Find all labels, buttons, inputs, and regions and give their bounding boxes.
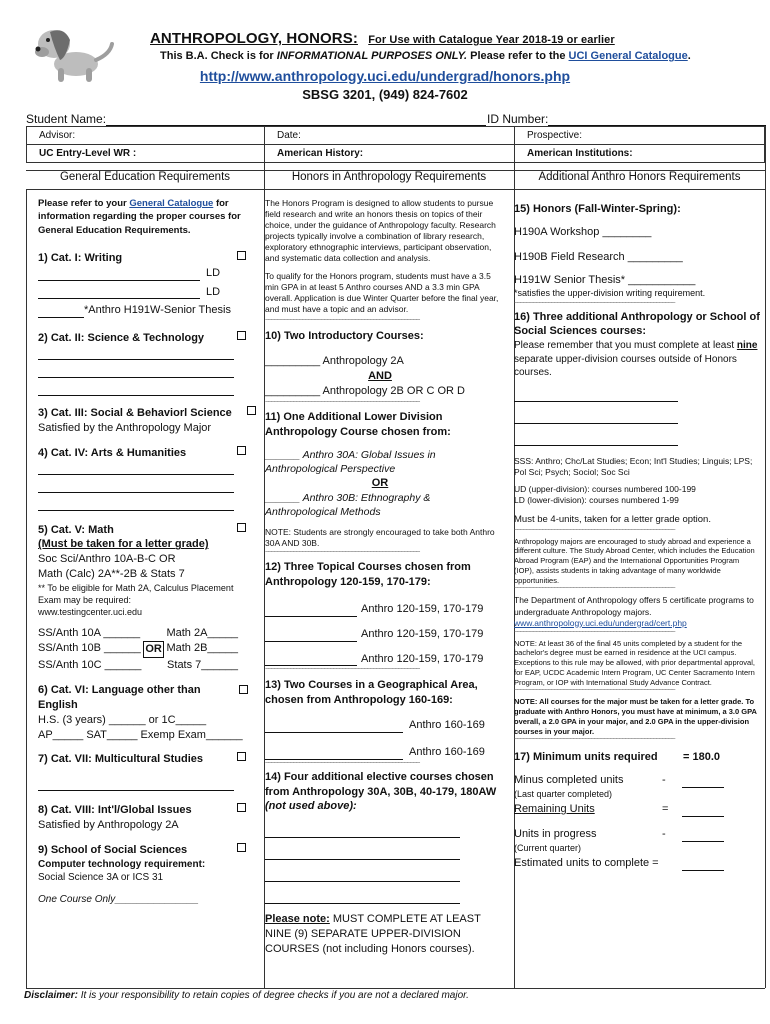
cat8-note: Satisfied by Anthropology 2A	[38, 819, 179, 832]
topical-label: Anthro 120-159, 170-179	[361, 602, 484, 615]
cat3-label: 3) Cat. III: Social & Behaviorl Science	[38, 407, 232, 420]
ld-label: LD	[206, 285, 221, 298]
h191w-note: *satisfies the upper-division writing requirement.	[514, 288, 706, 299]
residence-note: NOTE: At least 36 of the final 45 units completed by a student for the bachelor's degree must be earned in residence at the UCI campus. Exceptions to this rule may be allowed, with prior departmental approval, for EAP, UCDC Academic Intern Program, UC Center Sacramento Intern Program, or IOP with International Study Advance Contract.	[514, 638, 755, 687]
h191w-row	[38, 303, 248, 318]
last-quarter-label: (Last quarter completed)	[514, 789, 613, 800]
cat5-placement-note: ** To be eligible for Math 2A, Calculus Placement Exam may be required:	[38, 583, 234, 606]
divider	[26, 190, 27, 988]
id-number-label: ID Number:	[487, 112, 549, 126]
additional-line[interactable]	[514, 410, 678, 424]
lower-division-heading: 11) One Additional Lower Division Anthropology Course chosen from:	[265, 410, 451, 438]
col-header-ge: General Education Requirements	[59, 171, 231, 183]
american-institutions-cell[interactable]: American Institutions:	[515, 145, 765, 163]
both-courses-note: NOTE: Students are strongly encouraged to take both Anthro 30A AND 30B.	[265, 527, 495, 549]
cat1-checkbox[interactable]	[237, 251, 246, 260]
cat8-row	[38, 803, 248, 818]
ge-intro-b: for information regarding the proper courses for General Education Requirements.	[38, 198, 241, 236]
units-progress-row[interactable]	[514, 827, 760, 842]
honors-url-text[interactable]: http://www.anthropology.uci.edu/undergrad/honors.php	[199, 68, 571, 84]
cat9-checkbox[interactable]	[237, 843, 246, 852]
topical-line-1[interactable]	[265, 602, 501, 617]
additional-line[interactable]	[514, 432, 678, 446]
divider: ~~~~~~~~~~~~~~~~~~~~~~~~~~~~~~~~~~~~~~~~~~~~~~~~~~~~	[514, 687, 675, 695]
nine-emphasis: nine	[736, 340, 758, 352]
letter-grade-note: NOTE: All courses for the major must be taken for a letter grade. To graduate with Anthro Honors, you must have at minimum, a 3.0 GPA overall, a 2.0 GPA in your major, and 2.0 GPA in the upper-division courses in your major.	[514, 697, 757, 736]
disclaimer	[24, 990, 469, 1001]
math-2b[interactable]: Math 2B_____	[166, 642, 238, 655]
cat3-note: Satisfied by the Anthropology Major	[38, 421, 212, 434]
student-name-label: Student Name:	[26, 112, 107, 126]
cat8-checkbox[interactable]	[237, 803, 246, 812]
sss-note: SSS: Anthro; Chc/Lat Studies; Econ; Int'l Studies; Linguis; LPS; Pol Sci; Psych; Sociol; Soc Sci	[514, 455, 753, 477]
col-header-additional: Additional Anthro Honors Requirements	[538, 171, 741, 183]
cat9-row	[38, 843, 248, 858]
honors-sequence-heading: 15) Honors (Fall-Winter-Spring):	[514, 203, 681, 215]
title-text: ANTHROPOLOGY, HONORS:	[150, 30, 358, 47]
col-header-honors: Honors in Anthropology Requirements	[291, 171, 487, 183]
advisor-cell[interactable]: Advisor:	[27, 127, 265, 145]
cat7-label: 7) Cat. VII: Multicultural Studies	[38, 753, 204, 766]
geo-line-1[interactable]	[265, 718, 501, 733]
divider: ~~~~~~~~~~~~~~~~~~~~~~~~~~~~~~~~~~~~~~~~~~~~~~~~~~	[265, 549, 420, 557]
four-units-note: Must be 4-units, taken for a letter grade option.	[514, 513, 711, 525]
equals-sign: =	[662, 803, 669, 816]
remaining-units-label: Remaining Units	[514, 803, 595, 816]
id-number-field[interactable]	[487, 112, 766, 126]
cat5-label: 5) Cat. V: Math	[38, 523, 114, 536]
cat4-label: 4) Cat. IV: Arts & Humanities	[38, 446, 187, 459]
general-catalogue-link[interactable]: General Catalogue	[129, 198, 214, 209]
divider: ~~~~~~~~~~~~~~~~~~~~~~~~~~~~~~~~~~~~~~~~~~~~~~~~~~~~	[514, 526, 675, 534]
catalogue-link[interactable]: UCI General Catalogue	[568, 50, 688, 62]
cat5-option-b: Math (Calc) 2A**-2B & Stats 7	[38, 568, 185, 581]
honors-url[interactable]	[0, 68, 770, 84]
cat9-label: 9) School of Social Sciences	[38, 843, 188, 856]
cat6-label: 6) Cat. VI: Language other than English	[38, 683, 201, 711]
cat7-checkbox[interactable]	[237, 752, 246, 761]
divider: ~~~~~~~~~~~~~~~~~~~~~~~~~~~~~~~~~~~~~~~~~~~~~~~~~~	[265, 317, 420, 325]
cat3-row	[38, 406, 248, 421]
form-title	[150, 30, 615, 47]
minus-sign: -	[662, 774, 666, 787]
prospective-cell[interactable]: Prospective:	[515, 127, 765, 145]
topical-label: Anthro 120-159, 170-179	[361, 652, 484, 665]
elective-line[interactable]	[265, 868, 460, 882]
minimum-units-value: = 180.0	[682, 751, 720, 764]
and-label: AND	[368, 370, 392, 383]
minimum-units-label: 17) Minimum units required	[514, 751, 658, 764]
anthro-2b[interactable]: _________ Anthropology 2B OR C OR D	[265, 385, 465, 397]
electives-heading	[265, 770, 501, 815]
estimated-units-label: Estimated units to complete =	[514, 857, 659, 869]
ge-intro	[38, 197, 248, 237]
h191w-senior-thesis[interactable]: H191W Senior Thesis* ___________	[514, 273, 696, 286]
cat8-label: 8) Cat. VIII: Int'l/Global Issues	[38, 804, 192, 817]
geographical-heading: 13) Two Courses in a Geographical Area, chosen from Anthropology 160-169:	[265, 679, 478, 707]
cat5-row	[38, 523, 248, 538]
nine-courses-note	[514, 339, 760, 380]
divider: ~~~~~~~~~~~~~~~~~~~~~~~~~~~~~~~~~~~~~~~~~~~~~~~~~~~~	[514, 628, 675, 636]
note-pre: This B.A. Check is for	[160, 50, 274, 62]
please-note-label: Please note:	[265, 913, 330, 926]
honors-qualify: To qualify for the Honors program, students must have a 3.5 min GPA in at least 5 Anthro courses AND a 3.3 min GPA overall. Application is due Winter Quarter before the final year, and must have a topic and an advisor.	[265, 271, 499, 315]
cat9-courses: Social Science 3A or ICS 31	[38, 872, 164, 884]
cat6-checkbox[interactable]	[239, 685, 248, 694]
intro-courses-heading: 10) Two Introductory Courses:	[265, 330, 424, 343]
ss-anth-10a[interactable]: SS/Anth 10A ______	[38, 627, 141, 640]
math-row-1	[38, 626, 238, 641]
divider: ~~~~~~~~~~~~~~~~~~~~~~~~~~~~~~~~~~~~~~~~~~~~~~~~~~	[265, 666, 420, 674]
student-name-field[interactable]	[26, 112, 486, 126]
topical-heading: 12) Three Topical Courses chosen from Anthropology 120-159, 170-179:	[265, 561, 471, 588]
cat2-line[interactable]	[38, 346, 234, 360]
ss-anth-10c[interactable]: SS/Anth 10C ______	[38, 659, 142, 672]
anthro-30a[interactable]: ______ Anthro 30A: Global Issues in Anthropological Perspective	[265, 448, 436, 475]
note-post: Please refer to the	[470, 50, 566, 62]
divider	[26, 189, 765, 190]
divider	[765, 126, 766, 988]
cat1-ld-row-1	[38, 266, 248, 281]
h190b-field-research[interactable]: H190B Field Research _________	[514, 250, 683, 263]
cat2-row	[38, 331, 248, 346]
ge-intro-a: Please refer to your	[38, 198, 127, 209]
disclaimer-label: Disclaimer:	[24, 990, 78, 1001]
cat5-option-a: Soc Sci/Anthro 10A-B-C OR	[38, 553, 176, 566]
topical-line-3[interactable]	[265, 652, 501, 667]
elective-line[interactable]	[265, 890, 460, 904]
additional-courses-heading: 16) Three additional Anthropology or School of Social Sciences courses:	[514, 310, 760, 338]
entry-wr-cell[interactable]: UC Entry-Level WR :	[27, 145, 265, 163]
math-row-3	[38, 658, 238, 673]
cat6-ap-sat[interactable]: AP_____ SAT_____ Exemp Exam______	[38, 728, 243, 741]
nine-note-a: Please remember that you must complete at least	[514, 340, 735, 352]
electives-italic: (not used above):	[265, 800, 357, 813]
additional-line[interactable]	[514, 388, 678, 402]
info-grid	[26, 126, 765, 163]
cat5-note: (Must be taken for a letter grade)	[38, 538, 209, 551]
h190a-workshop[interactable]: H190A Workshop ________	[514, 225, 652, 238]
topical-label: Anthro 120-159, 170-179	[361, 627, 484, 640]
testing-center-url[interactable]: www.testingcenter.uci.edu	[38, 607, 143, 618]
divider: ~~~~~~~~~~~~~~~~~~~~~~~~~~~~~~~~~~~~~~~~~~~~~~~~~~	[265, 398, 420, 406]
catalogue-year: For Use with Catalogue Year 2018-19 or earlier	[368, 34, 615, 46]
ss-anth-10b[interactable]: SS/Anth 10B ______	[38, 642, 141, 655]
additional-column	[514, 198, 760, 871]
stats-7[interactable]: Stats 7______	[167, 659, 238, 672]
cat7-line[interactable]	[38, 777, 234, 791]
minimum-units-row	[514, 750, 720, 765]
lower-division-def: LD (lower-division): courses numbered 1-99	[514, 494, 679, 505]
cat1-row	[38, 251, 248, 266]
minus-completed-row[interactable]	[514, 773, 760, 788]
cat2-checkbox[interactable]	[237, 331, 246, 340]
electives-text: 14) Four additional elective courses chosen from Anthropology 30A, 30B, 40-179, 180AW	[265, 770, 497, 798]
topical-line-2[interactable]	[265, 627, 501, 642]
cat2-line[interactable]	[38, 382, 234, 396]
geo-line-2[interactable]	[265, 745, 501, 760]
anthro-2a[interactable]: _________ Anthropology 2A	[265, 355, 404, 368]
please-note-text: MUST COMPLETE AT LEAST NINE (9) SEPARATE UPPER-DIVISION COURSES (not including Honors courses).	[265, 913, 481, 955]
cat4-checkbox[interactable]	[237, 446, 246, 455]
one-course-text: One Course Only_______________	[38, 893, 199, 905]
cat2-label: 2) Cat. II: Science & Technology	[38, 332, 205, 345]
cat1-label: 1) Cat. I: Writing	[38, 251, 123, 264]
date-cell[interactable]: Date:	[265, 127, 515, 145]
certificate-link[interactable]: www.anthropology.uci.edu/undergrad/cert.php	[514, 617, 687, 628]
or-marker: OR	[143, 641, 164, 658]
cat6-row	[38, 683, 210, 713]
divider: ~~~~~~~~~~~~~~~~~~~~~~~~~~~~~~~~~~~~~~~~~~~~~~~~~~	[265, 759, 420, 767]
cat2-line[interactable]	[38, 364, 234, 378]
units-progress-label: Units in progress	[514, 828, 597, 841]
cat3-checkbox[interactable]	[247, 406, 256, 415]
h191w-label: *Anthro H191W-Senior Thesis	[84, 304, 231, 317]
cat4-line[interactable]	[38, 461, 234, 475]
one-course-only[interactable]	[38, 893, 248, 907]
geo-label: Anthro 160-169	[409, 719, 485, 732]
office-info: SBSG 3201, (949) 824-7602	[302, 87, 468, 102]
cat9-computer: Computer technology requirement:	[38, 858, 206, 870]
ge-column	[38, 197, 248, 906]
minus-sign: -	[662, 828, 666, 841]
geo-label: Anthro 160-169	[409, 745, 485, 758]
math-row-2	[38, 641, 238, 658]
current-quarter-label: (Current quarter)	[514, 842, 582, 853]
minus-completed-label: Minus completed units	[514, 774, 624, 787]
honors-intro: The Honors Program is designed to allow students to pursue field research and write an honors thesis on topics of their choice, under the guidance of Anthropology faculty. Research projects typically involve a combination of library research, exploratory ethnographic interviews, participant observation, and systematic data collection and analysis.	[265, 198, 496, 264]
cat5-checkbox[interactable]	[237, 523, 246, 532]
honors-column	[265, 198, 501, 957]
or-label: OR	[371, 476, 389, 489]
cat7-row	[38, 752, 248, 767]
cat1-ld-row-2	[38, 285, 248, 300]
cat4-line[interactable]	[38, 497, 234, 511]
please-note	[265, 912, 501, 957]
cat6-hs[interactable]: H.S. (3 years) ______ or 1C_____	[38, 713, 207, 726]
study-abroad-note: Anthropology majors are encouraged to study abroad and experience a different culture. The Study Abroad Center, which includes the Education Abroad Program (EAP) and the International Opportunities Program (IOP), assists students in taking advantage of many worldwide opportunities.	[514, 536, 755, 585]
certificate-note: The Department of Anthropology offers 5 certificate programs to undergraduate Anthropology majors.	[514, 595, 754, 617]
divider: ~~~~~~~~~~~~~~~~~~~~~~~~~~~~~~~~~~~~~~~~~~~~~~~~~~~~	[514, 736, 675, 744]
ld-label: LD	[206, 266, 221, 279]
cat4-line[interactable]	[38, 479, 234, 493]
estimated-units-row[interactable]	[514, 856, 760, 871]
divider: ~~~~~~~~~~~~~~~~~~~~~~~~~~~~~~~~~~~~~~~~~~~~~~~~~~~~	[514, 585, 675, 593]
anthro-30b[interactable]: ______ Anthro 30B: Ethnography & Anthropological Methods	[265, 491, 431, 518]
remaining-units-row[interactable]	[514, 802, 760, 817]
disclaimer-text: It is your responsibility to retain copies of degree checks if you are not a declared major.	[80, 990, 469, 1001]
math-2a[interactable]: Math 2A_____	[166, 627, 238, 640]
american-history-cell[interactable]: American History:	[265, 145, 515, 163]
upper-division-def: UD (upper-division): courses numbered 100-199	[514, 483, 696, 494]
elective-line[interactable]	[265, 846, 460, 860]
divider	[26, 988, 765, 989]
nine-note-b: separate upper-division courses outside of Honors courses.	[514, 353, 737, 379]
divider: ~~~~~~~~~~~~~~~~~~~~~~~~~~~~~~~~~~~~~~~~~~~~~~~~~~~~	[514, 299, 675, 307]
cat4-row	[38, 446, 248, 461]
elective-line[interactable]	[265, 824, 460, 838]
note-mid: INFORMATIONAL PURPOSES ONLY.	[276, 50, 468, 62]
informational-note: This B.A. Check is for INFORMATIONAL PURPOSES ONLY. Please refer to the UCI General Catalogue.	[160, 50, 691, 62]
